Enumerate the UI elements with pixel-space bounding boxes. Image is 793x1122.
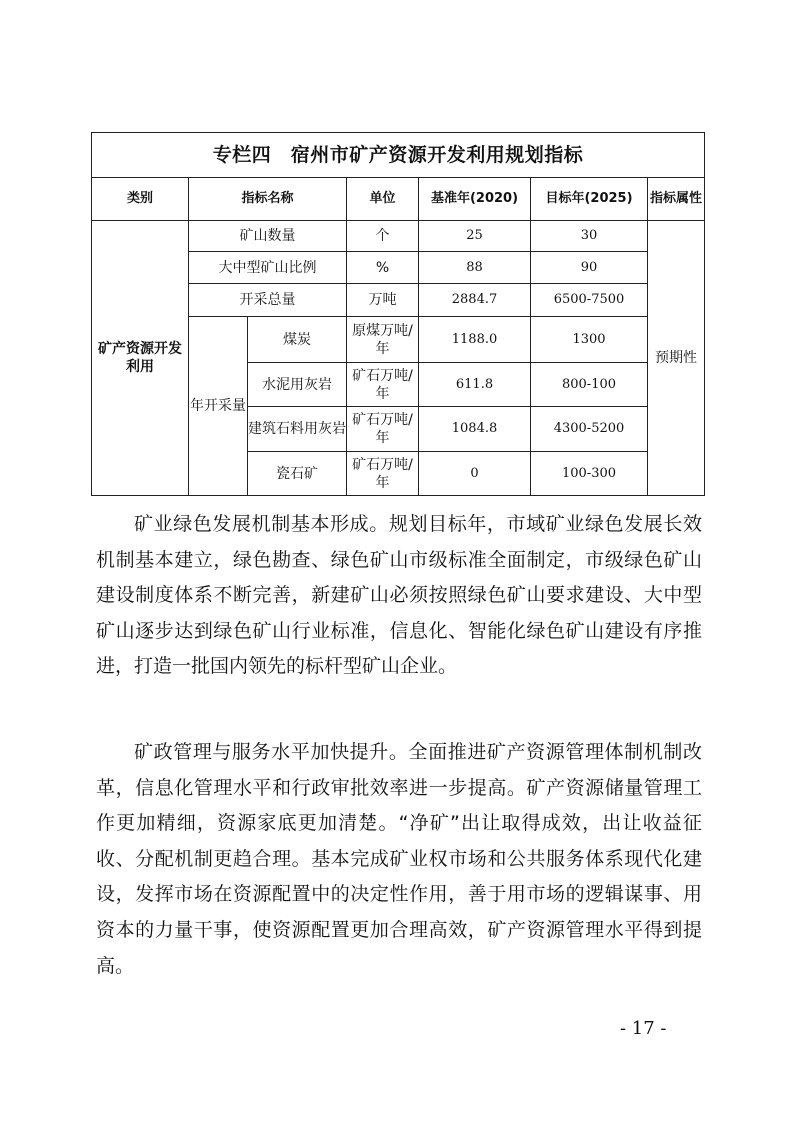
base-value: 611.8 (419, 363, 531, 407)
base-value: 1084.8 (419, 407, 531, 452)
base-value: 88 (419, 252, 531, 284)
target-value: 100-300 (531, 452, 648, 496)
unit-cell: % (347, 252, 419, 284)
indicator-name: 建筑石料用灰岩 (248, 407, 347, 452)
table-title: 专栏四 宿州市矿产资源开发利用规划指标 (92, 133, 705, 178)
indicator-name: 大中型矿山比例 (189, 252, 347, 284)
annual-output-group: 年开采量 (189, 317, 248, 496)
indicator-name: 瓷石矿 (248, 452, 347, 496)
indicator-name: 水泥用灰岩 (248, 363, 347, 407)
paragraph-mining-administration: 矿政管理与服务水平加快提升。全面推进矿产资源管理体制机制改革，信息化管理水平和行政审批效率进一步提高。矿产资源储量管理工作更加精细，资源家底更加清楚。“净矿”出让取得成效，出让收益征收、分配机制更趋合理。基本完成矿业权市场和公共服务体系现代化建设，发挥市场在资源配置中的决定性作用，善于用市场的逻辑谋事、用资本的力量干事，使资源配置更加合理高效，矿产资源管理水平得到提高。 (96, 741, 702, 977)
page-number: - 17 - (620, 1018, 667, 1039)
indicator-name: 矿山数量 (189, 221, 347, 252)
unit-cell: 原煤万吨/年 (347, 317, 419, 363)
indicator-name: 煤炭 (248, 317, 347, 363)
target-value: 800-100 (531, 363, 648, 407)
header-base-year: 基准年(2020) (419, 178, 531, 221)
header-indicator: 指标名称 (189, 178, 347, 221)
target-value: 6500-7500 (531, 284, 648, 317)
header-target-year: 目标年(2025) (531, 178, 648, 221)
header-attribute: 指标属性 (648, 178, 705, 221)
attribute-cell: 预期性 (648, 221, 705, 496)
unit-cell: 矿石万吨/年 (347, 363, 419, 407)
target-value: 90 (531, 252, 648, 284)
paragraph-green-mining: 矿业绿色发展机制基本形成。规划目标年，市域矿业绿色发展长效机制基本建立，绿色勘查、绿色矿山市级标准全面制定，市级绿色矿山建设制度体系不断完善，新建矿山必须按照绿色矿山要求建设、大中型矿山逐步达到绿色矿山行业标准，信息化、智能化绿色矿山建设有序推进，打造一批国内领先的标杆型矿山企业。 (96, 513, 702, 678)
table-row (92, 221, 705, 252)
target-value: 4300-5200 (531, 407, 648, 452)
category-cell: 矿产资源开发利用 (92, 221, 189, 496)
target-value: 30 (531, 221, 648, 252)
unit-cell: 个 (347, 221, 419, 252)
header-category: 类别 (92, 178, 189, 221)
unit-cell: 矿石万吨/年 (347, 407, 419, 452)
base-value: 2884.7 (419, 284, 531, 317)
header-unit: 单位 (347, 178, 419, 221)
indicator-name: 开采总量 (189, 284, 347, 317)
planning-indicator-table (91, 132, 705, 496)
unit-cell: 万吨 (347, 284, 419, 317)
base-value: 1188.0 (419, 317, 531, 363)
unit-cell: 矿石万吨/年 (347, 452, 419, 496)
base-value: 0 (419, 452, 531, 496)
target-value: 1300 (531, 317, 648, 363)
base-value: 25 (419, 221, 531, 252)
